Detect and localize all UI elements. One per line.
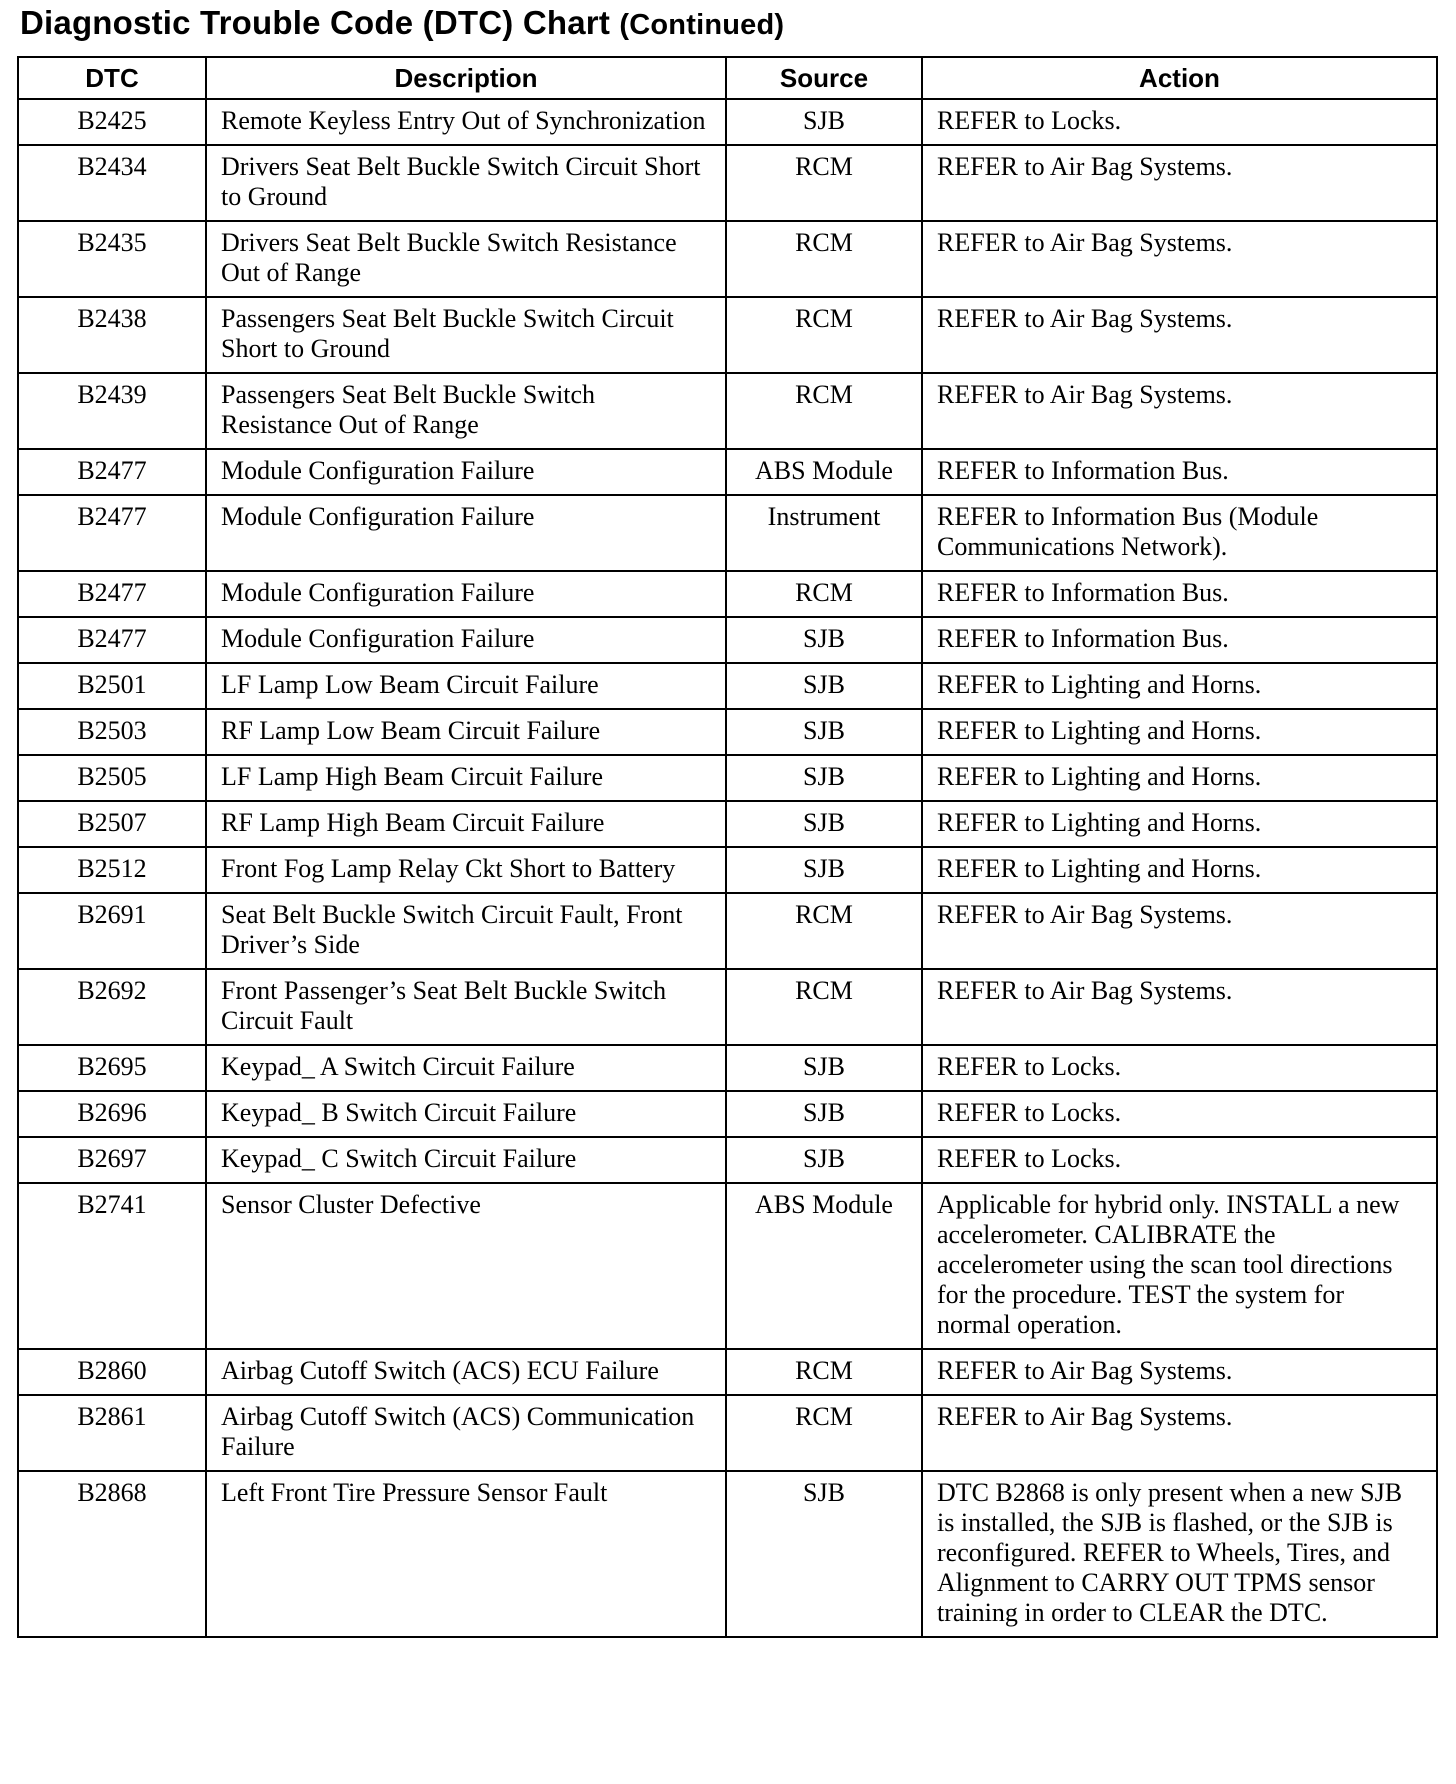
description-cell: Seat Belt Buckle Switch Circuit Fault, Front Driver’s Side [206,893,726,969]
dtc-code-cell: B2512 [18,847,206,893]
dtc-code-cell: B2438 [18,297,206,373]
action-cell: REFER to Information Bus. [922,449,1437,495]
description-cell: Module Configuration Failure [206,617,726,663]
action-cell: REFER to Lighting and Horns. [922,709,1437,755]
source-cell: SJB [726,801,922,847]
dtc-code-cell: B2691 [18,893,206,969]
dtc-code-cell: B2425 [18,99,206,145]
table-row [18,801,1437,847]
action-cell: REFER to Air Bag Systems. [922,1349,1437,1395]
action-cell: REFER to Air Bag Systems. [922,969,1437,1045]
action-cell: REFER to Locks. [922,1045,1437,1091]
source-cell: RCM [726,893,922,969]
description-cell: Keypad_ B Switch Circuit Failure [206,1091,726,1137]
action-cell: REFER to Air Bag Systems. [922,373,1437,449]
action-cell: REFER to Lighting and Horns. [922,755,1437,801]
action-cell: REFER to Air Bag Systems. [922,221,1437,297]
dtc-code-cell: B2477 [18,617,206,663]
dtc-code-cell: B2477 [18,495,206,571]
description-cell: LF Lamp Low Beam Circuit Failure [206,663,726,709]
description-cell: Module Configuration Failure [206,571,726,617]
description-cell: Front Fog Lamp Relay Ckt Short to Battery [206,847,726,893]
dtc-code-cell: B2501 [18,663,206,709]
source-cell: RCM [726,145,922,221]
source-cell: RCM [726,373,922,449]
column-header-source: Source [726,57,922,99]
column-header-action: Action [922,57,1437,99]
column-header-dtc: DTC [18,57,206,99]
table-row [18,297,1437,373]
table-row [18,1045,1437,1091]
table-row [18,495,1437,571]
source-cell: SJB [726,1137,922,1183]
dtc-code-cell: B2477 [18,449,206,495]
action-cell: REFER to Locks. [922,1137,1437,1183]
dtc-code-cell: B2741 [18,1183,206,1349]
action-cell: REFER to Air Bag Systems. [922,1395,1437,1471]
table-row [18,1471,1437,1637]
dtc-code-cell: B2507 [18,801,206,847]
description-cell: RF Lamp High Beam Circuit Failure [206,801,726,847]
table-row [18,1091,1437,1137]
source-cell: SJB [726,1045,922,1091]
page-title [20,4,784,42]
source-cell: SJB [726,709,922,755]
description-cell: Keypad_ A Switch Circuit Failure [206,1045,726,1091]
dtc-code-cell: B2860 [18,1349,206,1395]
description-cell: Passengers Seat Belt Buckle Switch Resistance Out of Range [206,373,726,449]
action-cell: Applicable for hybrid only. INSTALL a new accelerometer. CALIBRATE the accelerometer using the scan tool directions for the procedure. TEST the system for normal operation. [922,1183,1437,1349]
description-cell: Drivers Seat Belt Buckle Switch Circuit Short to Ground [206,145,726,221]
source-cell: RCM [726,571,922,617]
source-cell: SJB [726,1091,922,1137]
table-row [18,449,1437,495]
description-cell: RF Lamp Low Beam Circuit Failure [206,709,726,755]
dtc-code-cell: B2695 [18,1045,206,1091]
source-cell: Instrument [726,495,922,571]
source-cell: SJB [726,755,922,801]
description-cell: Module Configuration Failure [206,449,726,495]
table-row [18,969,1437,1045]
dtc-code-cell: B2503 [18,709,206,755]
dtc-code-cell: B2861 [18,1395,206,1471]
source-cell: RCM [726,1395,922,1471]
dtc-code-cell: B2435 [18,221,206,297]
table-row [18,663,1437,709]
action-cell: REFER to Lighting and Horns. [922,801,1437,847]
source-cell: RCM [726,969,922,1045]
description-cell: Keypad_ C Switch Circuit Failure [206,1137,726,1183]
description-cell: Airbag Cutoff Switch (ACS) ECU Failure [206,1349,726,1395]
action-cell: REFER to Information Bus (Module Communications Network). [922,495,1437,571]
dtc-code-cell: B2505 [18,755,206,801]
action-cell: REFER to Air Bag Systems. [922,145,1437,221]
dtc-code-cell: B2439 [18,373,206,449]
source-cell: SJB [726,99,922,145]
dtc-code-cell: B2696 [18,1091,206,1137]
dtc-code-cell: B2868 [18,1471,206,1637]
action-cell: REFER to Locks. [922,99,1437,145]
source-cell: RCM [726,221,922,297]
action-cell: REFER to Air Bag Systems. [922,893,1437,969]
source-cell: SJB [726,663,922,709]
page-title-main: Diagnostic Trouble Code (DTC) Chart [20,4,611,41]
action-cell: REFER to Air Bag Systems. [922,297,1437,373]
table-row [18,1349,1437,1395]
table-row [18,1395,1437,1471]
description-cell: LF Lamp High Beam Circuit Failure [206,755,726,801]
table-row [18,709,1437,755]
table-row [18,755,1437,801]
table-row [18,221,1437,297]
table-row [18,1137,1437,1183]
table-row [18,893,1437,969]
description-cell: Passengers Seat Belt Buckle Switch Circuit Short to Ground [206,297,726,373]
table-body [18,99,1437,1637]
table-row [18,99,1437,145]
page-title-suffix: (Continued) [619,9,785,41]
description-cell: Remote Keyless Entry Out of Synchronization [206,99,726,145]
description-cell: Sensor Cluster Defective [206,1183,726,1349]
source-cell: RCM [726,1349,922,1395]
source-cell: ABS Module [726,1183,922,1349]
action-cell: REFER to Information Bus. [922,571,1437,617]
source-cell: SJB [726,617,922,663]
action-cell: REFER to Lighting and Horns. [922,663,1437,709]
description-cell: Front Passenger’s Seat Belt Buckle Switch Circuit Fault [206,969,726,1045]
table-row [18,847,1437,893]
description-cell: Left Front Tire Pressure Sensor Fault [206,1471,726,1637]
source-cell: SJB [726,1471,922,1637]
dtc-chart-table [17,56,1438,1638]
action-cell: REFER to Information Bus. [922,617,1437,663]
description-cell: Module Configuration Failure [206,495,726,571]
dtc-code-cell: B2477 [18,571,206,617]
table-header-row [18,57,1437,99]
description-cell: Airbag Cutoff Switch (ACS) Communication Failure [206,1395,726,1471]
action-cell: DTC B2868 is only present when a new SJB is installed, the SJB is flashed, or the SJB is reconfigured. REFER to Wheels, Tires, and Alignment to CARRY OUT TPMS sensor training in order to CLEAR the DTC. [922,1471,1437,1637]
source-cell: SJB [726,847,922,893]
table-row [18,145,1437,221]
table-row [18,571,1437,617]
action-cell: REFER to Locks. [922,1091,1437,1137]
column-header-description: Description [206,57,726,99]
table-row [18,373,1437,449]
dtc-code-cell: B2692 [18,969,206,1045]
description-cell: Drivers Seat Belt Buckle Switch Resistance Out of Range [206,221,726,297]
source-cell: ABS Module [726,449,922,495]
table-row [18,617,1437,663]
table-row [18,1183,1437,1349]
action-cell: REFER to Lighting and Horns. [922,847,1437,893]
dtc-code-cell: B2697 [18,1137,206,1183]
dtc-code-cell: B2434 [18,145,206,221]
source-cell: RCM [726,297,922,373]
